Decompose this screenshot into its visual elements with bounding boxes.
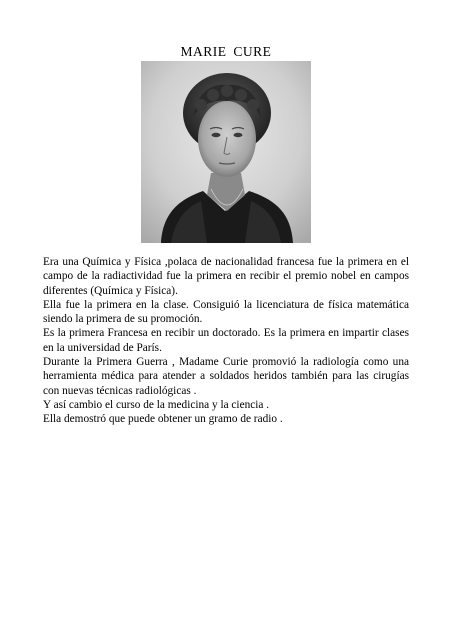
paragraph: Ella demostró que puede obtener un gramo de radio .	[43, 413, 283, 426]
document-title: MARIE CURE	[180, 44, 272, 59]
paragraph: Es la primera Francesa en recibir un doctorado. Es la primera en impartir clases en la universidad de París.	[43, 327, 409, 354]
paragraph: Era una Química y Física ,polaca de nacionalidad francesa fue la primera en el campo de la radiactividad fue la primera en recibir el premio nobel en campos diferentes (Química y Física).	[43, 256, 409, 297]
paragraph: Ella fue la primera en la clase. Consiguió la licenciatura de física matemática siendo la primera de su promoción.	[43, 298, 409, 326]
paragraph: Durante la Primera Guerra , Madame Curie promovió la radiología como una herramienta médica para atender a soldados heridos también para las cirugías con nuevas técnicas radiológicas .	[43, 356, 409, 397]
portrait-photo	[141, 61, 311, 243]
paragraph: Y así cambio el curso de la medicina y la ciencia .	[43, 398, 270, 411]
document-body	[43, 255, 409, 427]
